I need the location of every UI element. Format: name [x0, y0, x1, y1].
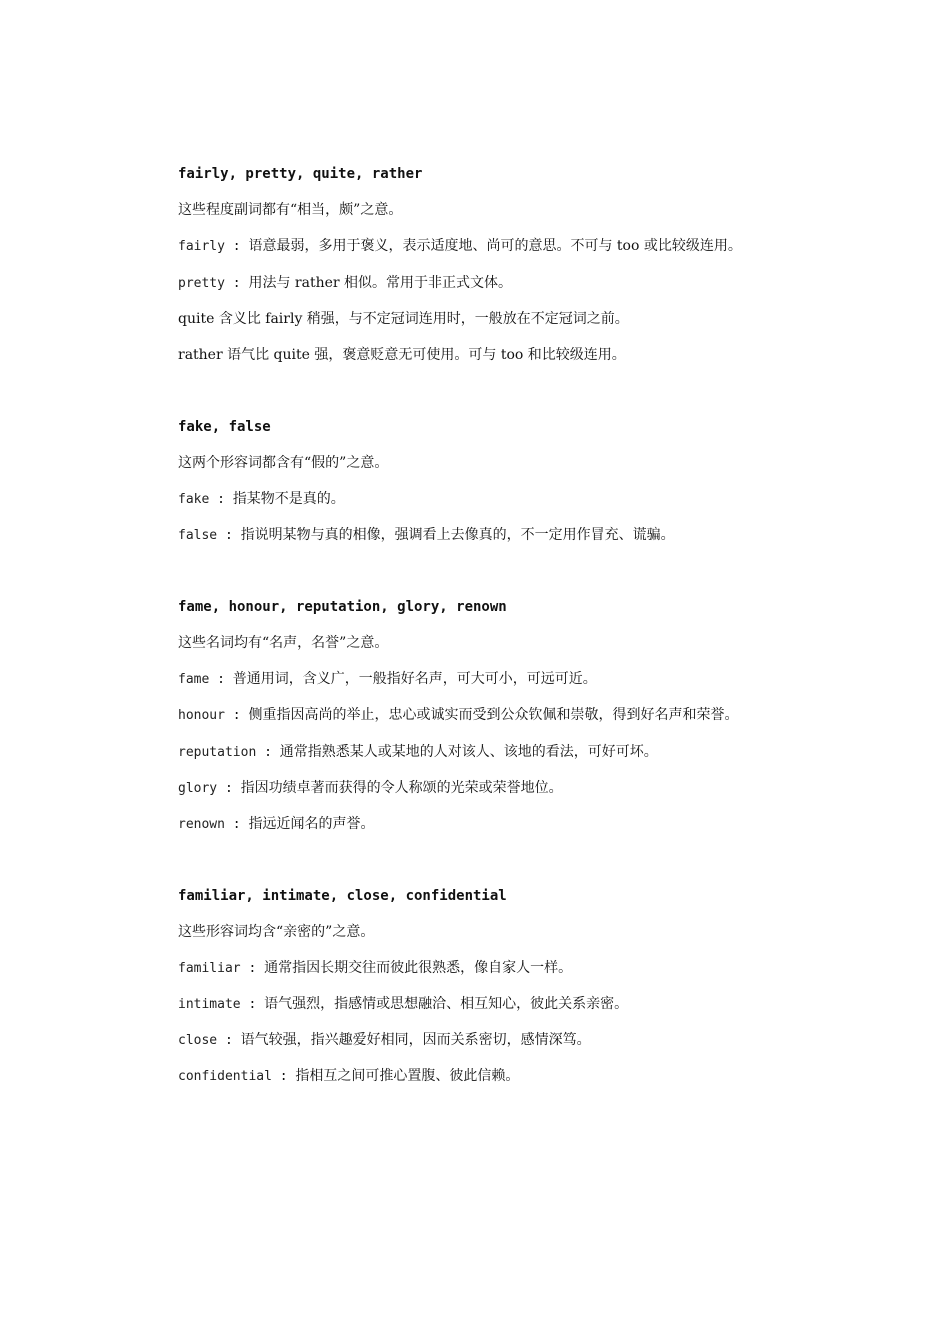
section-intro: 这两个形容词都含有“假的”之意。	[178, 455, 389, 471]
entry-separator: :	[217, 781, 241, 796]
entry-term: fake	[178, 492, 210, 507]
entry-text: 通常指因长期交往而彼此很熟悉，像自家人一样。	[264, 960, 573, 976]
entry	[144, 1058, 824, 1094]
entry-separator: :	[224, 276, 249, 291]
entry-separator: :	[240, 997, 265, 1012]
section-familiar	[144, 878, 824, 1094]
entry	[144, 517, 824, 553]
section-fame	[144, 589, 824, 842]
entry-text: 侧重指因高尚的举止，忠心或诚实而受到公众钦佩和崇敬，得到好名声和荣誉。	[248, 707, 739, 723]
entry	[144, 227, 824, 266]
entry	[144, 770, 824, 806]
entry-term: fairly	[178, 239, 225, 254]
section-heading: fame, honour, reputation, glory, renown	[178, 599, 507, 615]
entry-separator: :	[209, 672, 233, 687]
entry-text: 语气较强，指兴趣爱好相同，因而关系密切，感情深笃。	[240, 1032, 591, 1048]
entry	[144, 950, 824, 986]
entry-term: reputation	[178, 745, 257, 760]
entry-term: honour	[178, 708, 225, 723]
entry	[144, 806, 824, 842]
entry	[144, 696, 824, 735]
entry-separator: :	[224, 239, 249, 254]
entry-term: intimate	[178, 997, 241, 1012]
entry	[144, 301, 824, 337]
section-fake	[144, 409, 824, 553]
entry-term: renown	[178, 817, 225, 832]
entry-text: 语气强烈，指感情或思想融洽、相互知心，彼此关系亲密。	[264, 996, 629, 1012]
entry-separator: :	[217, 1033, 241, 1048]
entry-text: quite 含义比 fairly 稍强，与不定冠词连用时，一般放在不定冠词之前。	[178, 311, 629, 327]
entry	[144, 265, 824, 301]
entry-term: pretty	[178, 276, 225, 291]
entry-text: rather 语气比 quite 强，褒意贬意无可使用。可与 too 和比较级连用。	[178, 347, 626, 363]
entry-term: false	[178, 528, 218, 543]
entry-term: confidential	[178, 1069, 272, 1084]
entry-text: 普通用词，含义广，一般指好名声，可大可小，可远可近。	[232, 671, 597, 687]
entry-text: 指某物不是真的。	[232, 491, 345, 507]
sections	[144, 156, 824, 1130]
section-heading: fairly, pretty, quite, rather	[178, 166, 423, 182]
entry-separator: :	[224, 817, 249, 832]
section-heading: familiar, intimate, close, confidential	[178, 888, 507, 904]
entry-term: glory	[178, 781, 218, 796]
entry-separator: :	[240, 961, 265, 976]
entry-text: 用法与 rather 相似。常用于非正式文体。	[248, 275, 513, 291]
entry	[144, 661, 824, 697]
section-fairly	[144, 156, 824, 373]
entry-text: 通常指熟悉某人或某地的人对该人、该地的看法，可好可坏。	[279, 744, 658, 760]
entry-separator: :	[256, 745, 280, 760]
entry-separator: :	[224, 708, 249, 723]
entry	[144, 986, 824, 1022]
section-intro: 这些形容词均含“亲密的”之意。	[178, 924, 375, 940]
entry-text: 指因功绩卓著而获得的令人称颂的光荣或荣誉地位。	[240, 780, 563, 796]
entry-term: close	[178, 1033, 218, 1048]
entry-text: 语意最弱，多用于褒义，表示适度地、尚可的意思。不可与 too 或比较级连用。	[248, 238, 742, 254]
section-intro: 这些程度副词都有“相当，颇”之意。	[178, 202, 403, 218]
entry	[144, 481, 824, 517]
entry-text: 指相互之间可推心置腹、彼此信赖。	[295, 1068, 520, 1084]
entry-text: 指说明某物与真的相像，强调看上去像真的，不一定用作冒充、谎骗。	[240, 527, 675, 543]
entry-separator: :	[217, 528, 241, 543]
entry	[144, 337, 824, 373]
entry-text: 指远近闻名的声誉。	[248, 816, 375, 832]
entry	[144, 1022, 824, 1058]
entry-separator: :	[209, 492, 233, 507]
section-intro: 这些名词均有“名声，名誉”之意。	[178, 635, 389, 651]
section-heading: fake, false	[178, 419, 271, 435]
entry-term: fame	[178, 672, 210, 687]
entry-separator: :	[271, 1069, 296, 1084]
entry	[144, 734, 824, 770]
entry-term: familiar	[178, 961, 241, 976]
